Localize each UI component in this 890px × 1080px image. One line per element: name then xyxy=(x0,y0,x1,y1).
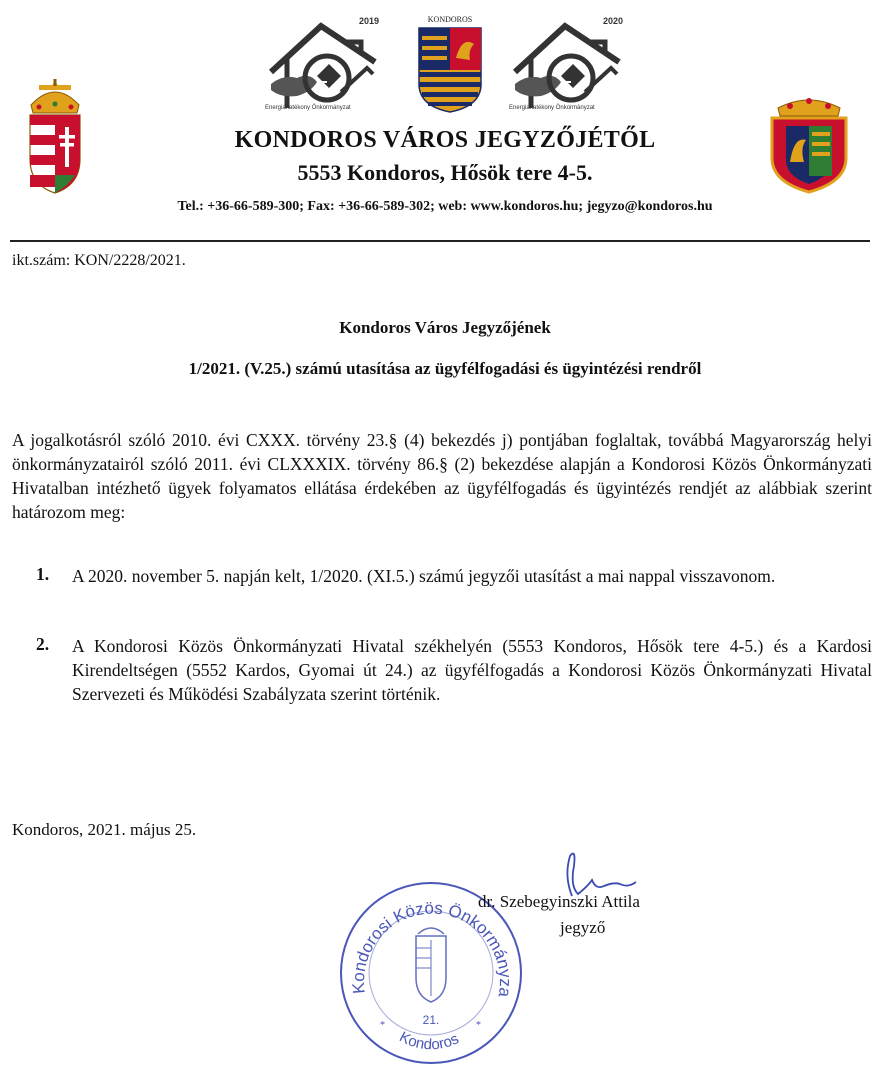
badge-left-year: 2019 xyxy=(359,16,380,26)
document-subtitle: 1/2021. (V.25.) számú utasítása az ügyfélfogadási és ügyintézési rendről xyxy=(188,359,702,378)
letterhead-title: KONDOROS VÁROS JEGYZŐJÉTŐL xyxy=(234,127,656,153)
letterhead-contact: Tel.: +36-66-589-300; Fax: +36-66-589-302; web: www.kondoros.hu; jegyzo@kondoros.hu xyxy=(177,199,713,214)
stamp-ring-text: Kondorosi Közös Önkormányzati Hivatal xyxy=(329,863,516,999)
energy-efficient-municipality-badge-icon xyxy=(263,12,383,122)
energy-efficient-municipality-badge-icon xyxy=(507,12,627,122)
badge-right-caption: Energiahatékony Önkormányzat xyxy=(509,105,595,111)
reference-number: ikt.szám: KON/2228/2021. xyxy=(12,252,186,269)
stamp-number: 21. xyxy=(422,1013,440,1027)
crest-label: KONDOROS xyxy=(427,15,473,24)
svg-text:*: * xyxy=(476,1020,481,1031)
list-item-number: 2. xyxy=(36,634,50,654)
badge-right-year: 2020 xyxy=(603,16,624,26)
document-title: Kondoros Város Jegyzőjének xyxy=(339,318,551,337)
kondoros-crest-icon xyxy=(414,14,486,114)
list-item-text: A 2020. november 5. napján kelt, 1/2020. (XI.5.) számú jegyzői utasítást a mai nappal visszavonom. xyxy=(72,566,776,586)
svg-text:*: * xyxy=(380,1020,385,1031)
letterhead-address: 5553 Kondoros, Hősök tere 4-5. xyxy=(297,160,593,185)
header-divider xyxy=(10,240,870,242)
signer-name: dr. Szebegyinszki Attila xyxy=(478,892,640,911)
signer-role: jegyző xyxy=(560,918,606,937)
intro-paragraph: A jogalkotásról szóló 2010. évi CXXX. törvény 23.§ (4) bekezdés j) pontjában foglaltak, továbbá Magyarország helyi önkormányzatairól szóló 2011. évi CLXXXIX. törvény 86.§ (2) bekezdése alapján a Kondorosi Közös Önkormányzati Hivatalban intézhető ügyek folyamatos ellátása érdekében az ügyfélfogadás és ügyintézés rendjét az alábbiak szerint határozom meg: xyxy=(12,430,872,522)
place-and-date: Kondoros, 2021. május 25. xyxy=(12,820,197,839)
list-item-text: A Kondorosi Közös Önkormányzati Hivatal székhelyén (5553 Kondoros, Hősök tere 4-5.) és a Kardosi Kirendeltségen (5552 Kardos, Gyomai út 24.) az ügyfélfogadás a Kondorosi Közös Önkormányzati Hivatal Szervezeti és Működési Szabályzata szerint történik. xyxy=(72,636,872,704)
stamp-town-text: Kondoros xyxy=(396,1028,462,1054)
list-item-number: 1. xyxy=(36,564,50,584)
badge-left-caption: Energiahatékony Önkormányzat xyxy=(265,105,351,111)
